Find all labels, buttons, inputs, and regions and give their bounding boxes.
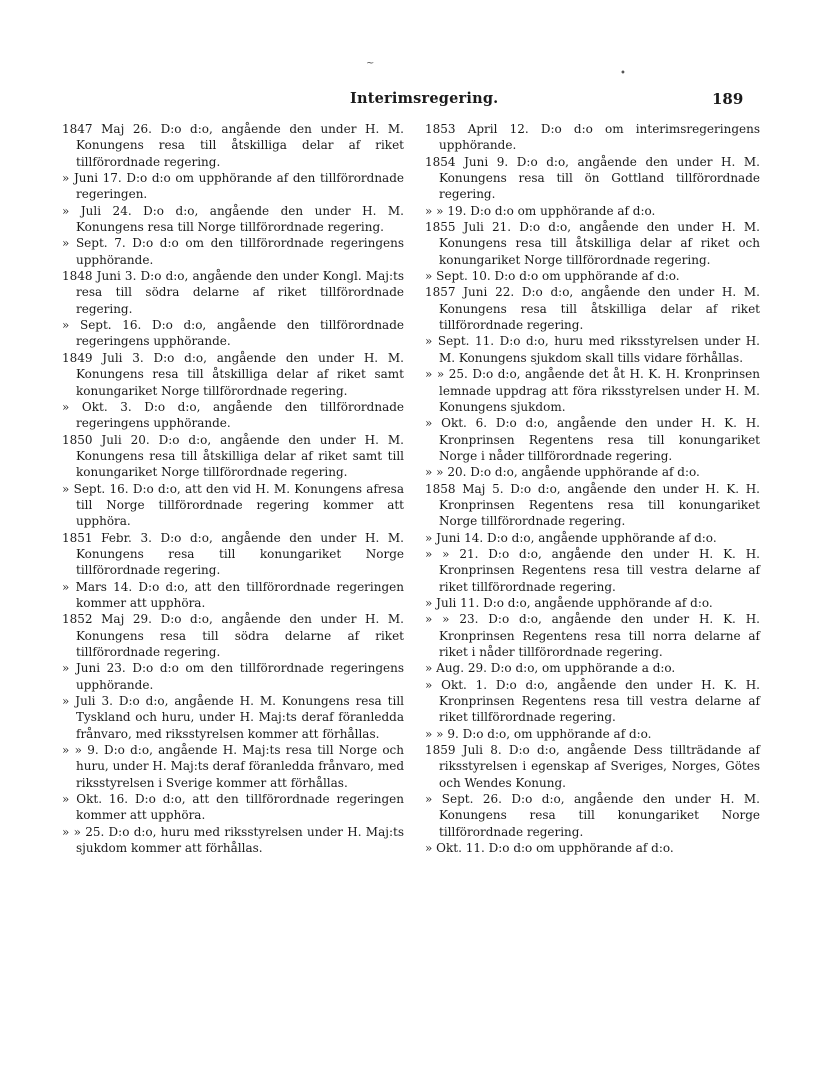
list-item: 1852 Maj 29. D:o d:o, angående den under H. M. Konungens resa till södra delarne af riket tillförordnade regering.	[62, 612, 404, 659]
page-title: Interimsregering.	[350, 90, 499, 107]
right-column	[425, 121, 760, 856]
list-item: 1849 Juli 3. D:o d:o, angående den under H. M. Konungens resa till åtskilliga delar af riket samt konungariket Norge tillförordnade regering.	[62, 350, 404, 398]
list-item: » Juni 17. D:o d:o om upphörande af den tillförordnade regeringen.	[62, 171, 404, 202]
list-item: » » 25. D:o d:o, huru med riksstyrelsen under H. Maj:ts sjukdom kommer att förhållas.	[62, 824, 404, 856]
list-item: 1847 Maj 26. D:o d:o, angående den under H. M. Konungens resa till åtskilliga delar af riket tillförordnade regering.	[62, 122, 404, 169]
print-dot: •	[620, 68, 626, 79]
list-item: 1859 Juli 8. D:o d:o, angående Dess tillträdande af riksstyrelsen i egenskap af Sveriges, Norges, Götes och Wendes Konung.	[425, 743, 760, 790]
list-item: » Juli 11. D:o d:o, angående upphörande af d:o.	[425, 595, 713, 610]
list-item: » Okt. 3. D:o d:o, angående den tillförordnade regeringens upphörande.	[62, 399, 404, 431]
list-item: » » 9. D:o d:o, om upphörande af d:o.	[425, 726, 652, 741]
list-item: 1850 Juli 20. D:o d:o, angående den under H. M. Konungens resa till åtskilliga delar af riket samt till konungariket Norge tillförordnade regering.	[62, 432, 404, 480]
print-mark: ~	[366, 58, 375, 69]
list-item: » Juni 14. D:o d:o, angående upphörande af d:o.	[425, 530, 717, 545]
page-header	[0, 90, 840, 114]
list-item: 1858 Maj 5. D:o d:o, angående den under H. K. H. Kronprinsen Regentens resa till konungariket Norge tillförordnade regering.	[425, 481, 760, 529]
list-item: 1851 Febr. 3. D:o d:o, angående den under H. M. Konungens resa till konungariket Norge tillförordnade regering.	[62, 530, 404, 578]
list-item: » Sept. 26. D:o d:o, angående den under H. M. Konungens resa till konungariket Norge tillförordnade regering.	[425, 792, 760, 839]
list-item: » » 19. D:o d:o om upphörande af d:o.	[425, 203, 656, 218]
list-item: » Sept. 7. D:o d:o om den tillförordnade regeringens upphörande.	[62, 236, 404, 267]
list-item: » » 21. D:o d:o, angående den under H. K. H. Kronprinsen Regentens resa till vestra delarne af riket tillförordnade regering.	[425, 546, 760, 594]
list-item: » Okt. 11. D:o d:o om upphörande af d:o.	[425, 841, 674, 856]
list-item: » Juli 3. D:o d:o, angående H. M. Konungens resa till Tyskland och huru, under H. Maj:ts deraf föranledda frånvaro, med riksstyrelsen kommer att förhållas.	[62, 694, 404, 741]
list-item: » Aug. 29. D:o d:o, om upphörande a d:o.	[425, 661, 676, 676]
list-item: » Sept. 11. D:o d:o, huru med riksstyrelsen under H. M. Konungens sjukdom skall tills vidare förhållas.	[425, 334, 760, 365]
list-item: » Sept. 16. D:o d:o, att den vid H. M. Konungens afresa till Norge tillförordnade regering kommer att upphöra.	[62, 481, 404, 529]
list-item: 1857 Juni 22. D:o d:o, angående den under H. M. Konungens resa till åtskilliga delar af riket tillförordnade regering.	[425, 285, 760, 333]
list-item: » Sept. 16. D:o d:o, angående den tillförordnade regeringens upphörande.	[62, 318, 404, 349]
list-item: » Juni 23. D:o d:o om den tillförordnade regeringens upphörande.	[62, 661, 404, 692]
list-item: » Okt. 6. D:o d:o, angående den under H. K. H. Kronprinsen Regentens resa till konungariket Norge i nåder tillförordnade regering.	[425, 416, 760, 463]
list-item: » » 20. D:o d:o, angående upphörande af d:o.	[425, 465, 700, 480]
list-item: 1848 Juni 3. D:o d:o, angående den under Kongl. Maj:ts resa till södra delarne af riket tillförordnade regering.	[62, 269, 404, 316]
list-item: 1854 Juni 9. D:o d:o, angående den under H. M. Konungens resa till ön Gottland tillförordnade regering.	[425, 154, 760, 202]
list-item: 1853 April 12. D:o d:o om interimsregeringens upphörande.	[425, 122, 760, 153]
page-number: 189	[712, 90, 744, 108]
list-item: » Okt. 16. D:o d:o, att den tillförordnade regeringen kommer att upphöra.	[62, 792, 404, 823]
list-item: » Sept. 10. D:o d:o om upphörande af d:o.	[425, 269, 680, 284]
list-item: » » 23. D:o d:o, angående den under H. K. H. Kronprinsen Regentens resa till norra delarne af riket i nåder tillförordnade regering.	[425, 612, 760, 659]
list-item: » Juli 24. D:o d:o, angående den under H. M. Konungens resa till Norge tillförordnade regering.	[62, 203, 404, 235]
list-item: » » 25. D:o d:o, angående det åt H. K. H. Kronprinsen lemnade uppdrag att föra riksstyrelsen under H. M. Konungens sjukdom.	[425, 367, 760, 414]
left-column	[62, 121, 404, 856]
list-item: » » 9. D:o d:o, angående H. Maj:ts resa till Norge och huru, under H. Maj:ts deraf föranledda frånvaro, med riksstyrelsen i Sverige kommer att förhållas.	[62, 743, 404, 790]
list-item: 1855 Juli 21. D:o d:o, angående den under H. M. Konungens resa till åtskilliga delar af riket och konungariket Norge tillförordnade regering.	[425, 220, 760, 267]
list-item: » Mars 14. D:o d:o, att den tillförordnade regeringen kommer att upphöra.	[62, 579, 404, 610]
list-item: » Okt. 1. D:o d:o, angående den under H. K. H. Kronprinsen Regentens resa till vestra delarne af riket tillförordnade regering.	[425, 677, 760, 725]
